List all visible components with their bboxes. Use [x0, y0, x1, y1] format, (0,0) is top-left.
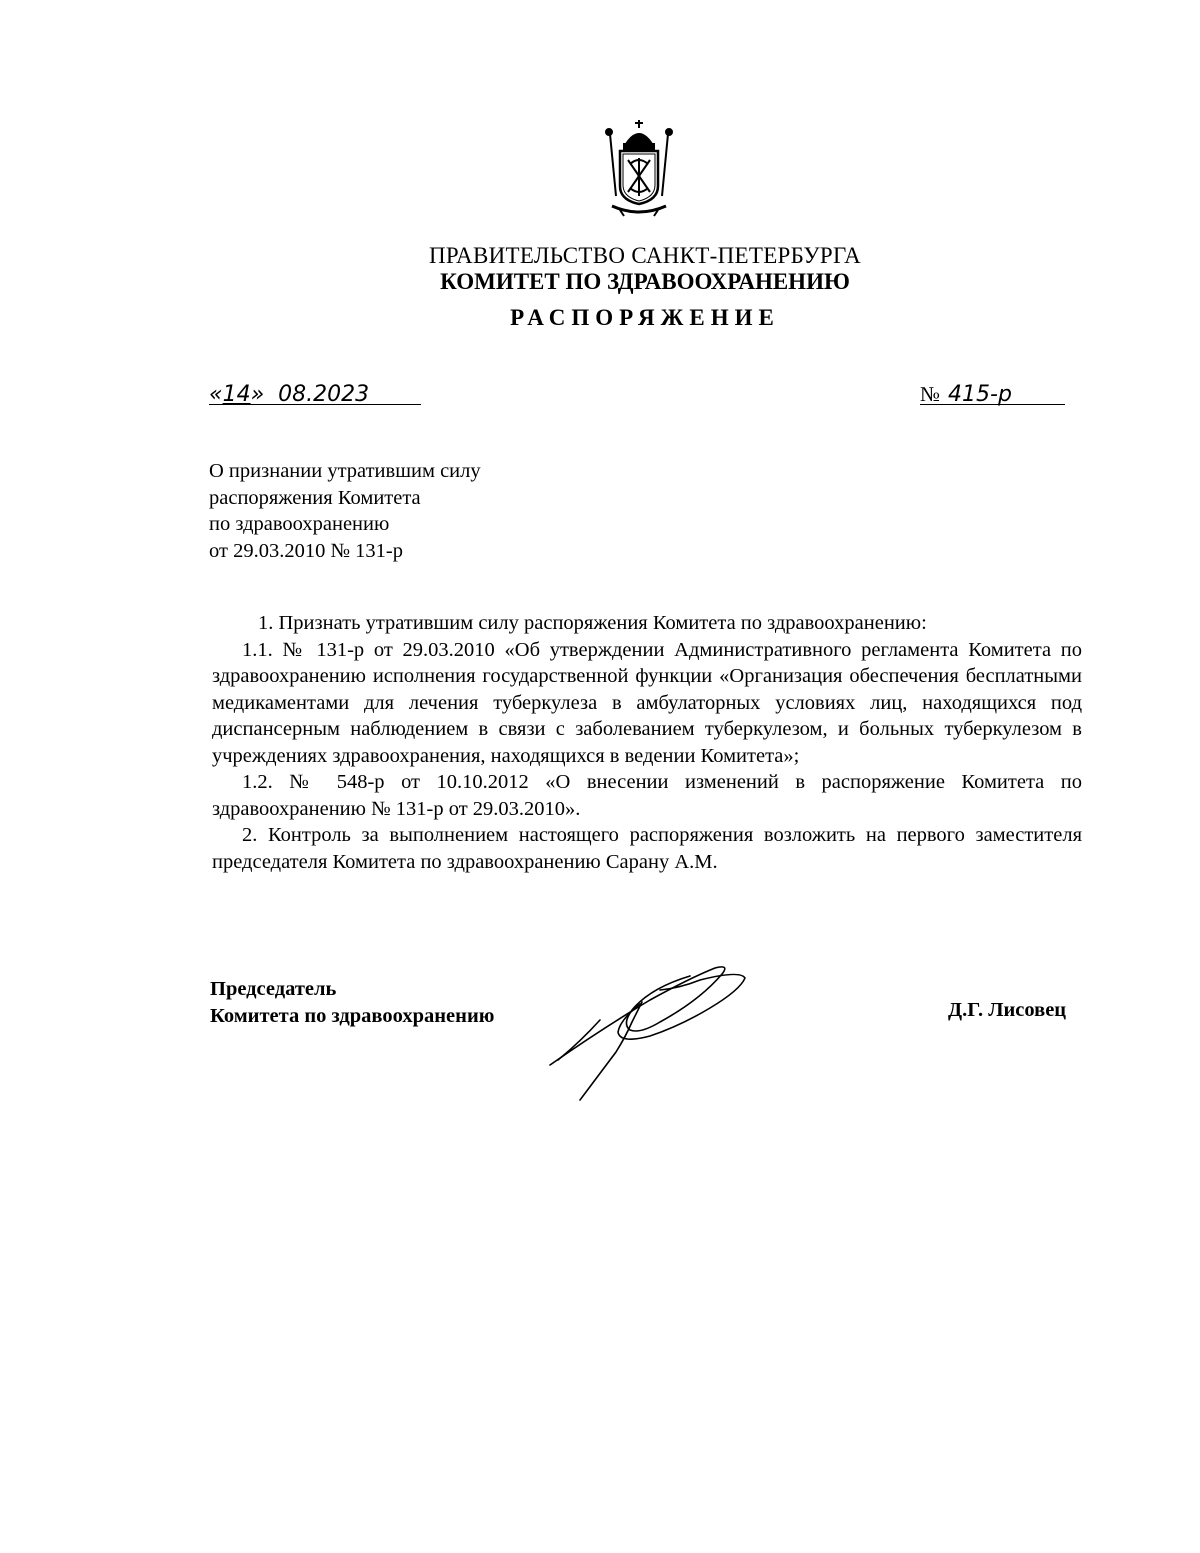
- signatory-position: [210, 976, 494, 1029]
- signatory-name: Д.Г. Лисовец: [948, 999, 1067, 1021]
- subject-line: от 29.03.2010 № 131-р: [209, 539, 403, 562]
- body-paragraph: 1. Признать утратившим силу распоряжения Комитета по здравоохранению:: [258, 612, 927, 634]
- subject-line: по здравоохранению: [209, 513, 390, 535]
- date-open-quote: «: [209, 382, 223, 407]
- number-value: 415-р: [948, 382, 1012, 407]
- date-day: 14: [222, 382, 251, 407]
- committee-title: КОМИТЕТ ПО ЗДРАВООХРАНЕНИЮ: [440, 269, 850, 294]
- document-body: [212, 610, 1082, 875]
- body-paragraph: 1.1. № 131-р от 29.03.2010 «Об утверждении Административного регламента Комитета по здравоохранению исполнения государственной функции «Организация обеспечения бесплатными медикаментами для лечения туберкулеза в амбулаторных условиях лиц, находящихся под диспансерным наблюдением в связи с заболеванием туберкулезом, и больных туберкулезом в учреждениях здравоохранения, находящихся в ведении Комитета»;: [212, 638, 1082, 767]
- document-type: РАСПОРЯЖЕНИЕ: [510, 305, 780, 330]
- date-month-year: 08.2023: [278, 382, 370, 407]
- date-field: [209, 382, 421, 405]
- body-paragraph: 1.2. № 548-р от 10.10.2012 «О внесении изменений в распоряжение Комитета по здравоохранению № 131-р от 29.03.2010».: [212, 771, 1082, 820]
- position-line: Комитета по здравоохранению: [210, 1004, 495, 1027]
- coat-of-arms-icon: [598, 118, 680, 218]
- subject-line: распоряжения Комитета: [209, 486, 421, 509]
- date-close-quote: »: [250, 382, 265, 407]
- number-field: [920, 382, 1065, 405]
- subject-block: [209, 458, 481, 564]
- government-title: ПРАВИТЕЛЬСТВО САНКТ-ПЕТЕРБУРГА: [428, 243, 862, 268]
- handwritten-signature-icon: [540, 960, 760, 1110]
- position-line: Председатель: [210, 978, 337, 1000]
- number-sign: №: [920, 382, 941, 406]
- body-paragraph: 2. Контроль за выполнением настоящего распоряжения возложить на первого заместителя председателя Комитета по здравоохранению Сарану А.М.: [212, 824, 1082, 873]
- subject-line: О признании утратившим силу: [209, 460, 481, 482]
